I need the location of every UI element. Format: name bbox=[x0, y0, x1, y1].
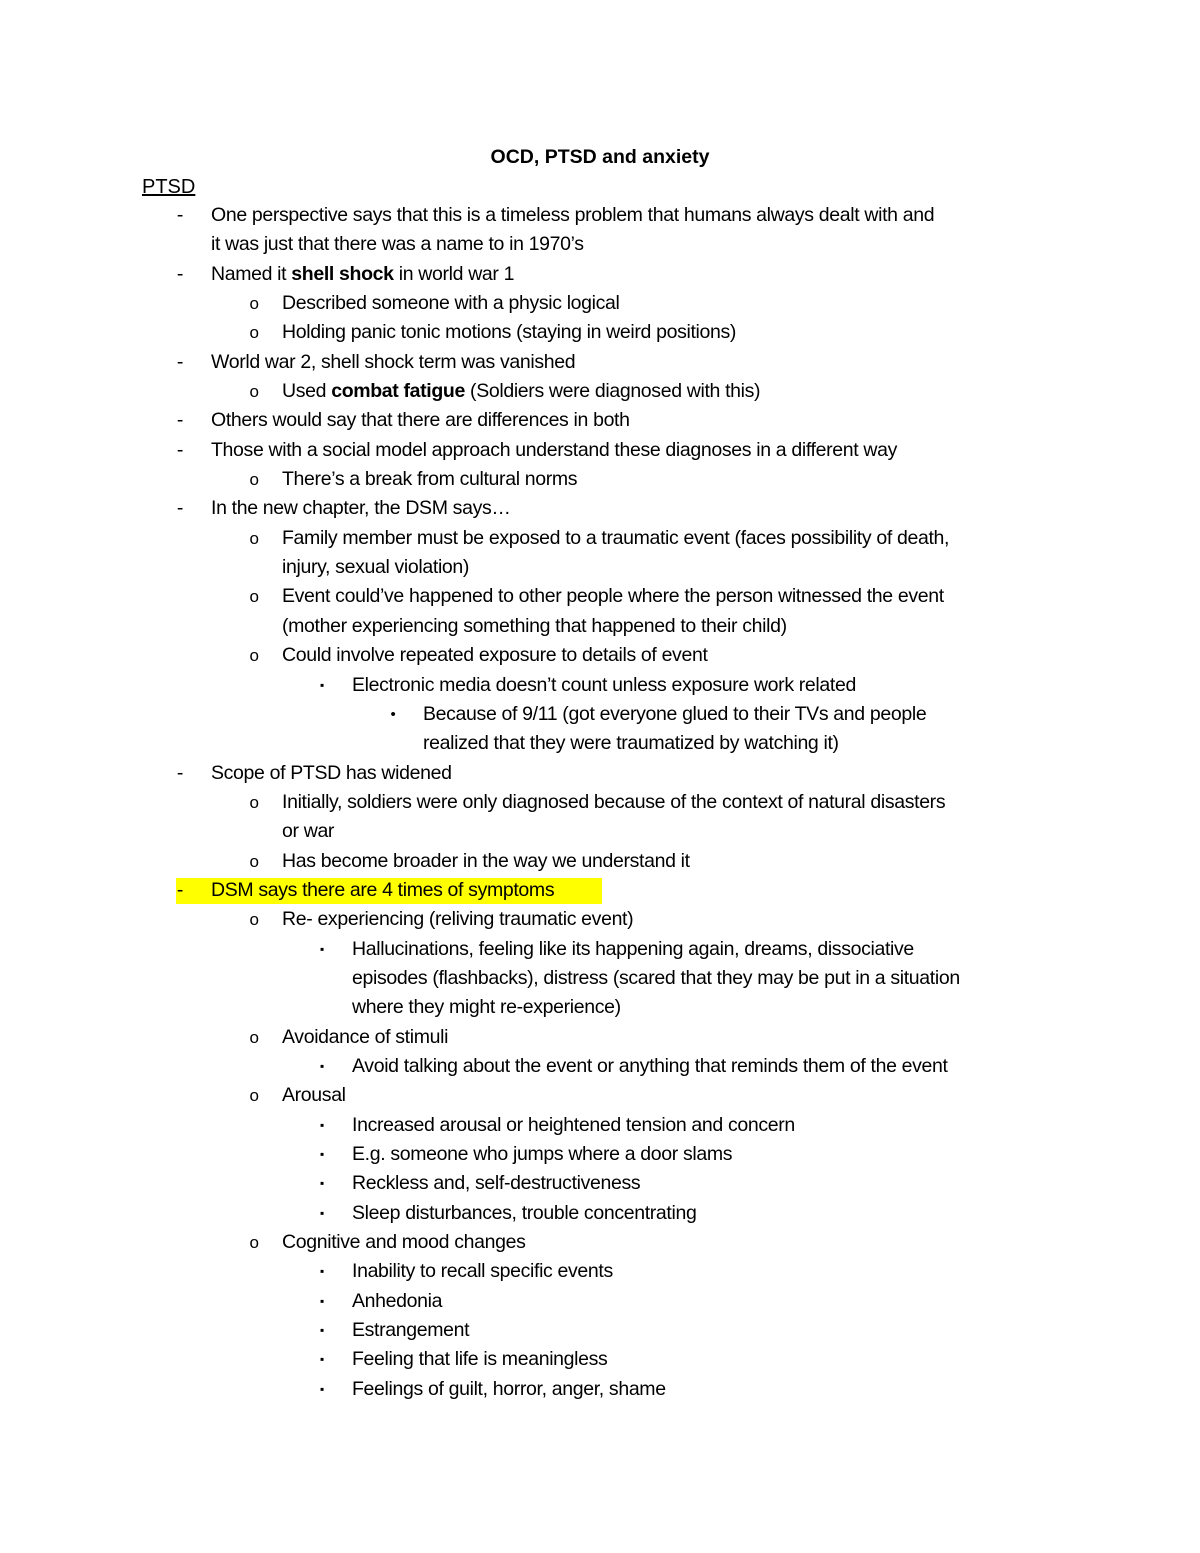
list-item bbox=[0, 1375, 1200, 1404]
list-item-text: Event could’ve happened to other people where the person witnessed the event bbox=[282, 585, 944, 608]
dash-bullet-icon: - bbox=[176, 438, 184, 461]
list-item bbox=[0, 700, 1200, 729]
text-run: in world war 1 bbox=[393, 262, 515, 285]
list-item bbox=[0, 905, 1200, 934]
list-item-text: DSM says there are 4 times of symptoms bbox=[211, 878, 555, 901]
square-bullet-icon: ▪ bbox=[320, 1117, 324, 1132]
list-item-text: Avoidance of stimuli bbox=[282, 1025, 449, 1048]
list-item-continuation bbox=[0, 729, 1200, 758]
circle-bullet-icon: o bbox=[249, 587, 259, 607]
list-item bbox=[0, 1199, 1200, 1228]
list-item-text: Sleep disturbances, trouble concentrating bbox=[352, 1201, 697, 1224]
list-item-text: Reckless and, self-destructiveness bbox=[352, 1172, 641, 1195]
circle-bullet-icon: o bbox=[249, 382, 259, 402]
square-bullet-icon: ▪ bbox=[320, 1147, 324, 1161]
circle-bullet-icon: o bbox=[249, 910, 259, 930]
list-item-text: Feeling that life is meaningless bbox=[352, 1348, 608, 1371]
circle-bullet-icon: o bbox=[249, 646, 259, 666]
list-item bbox=[0, 524, 1200, 553]
list-item-text: Has become broader in the way we understand it bbox=[282, 849, 690, 872]
list-item bbox=[0, 1287, 1200, 1316]
circle-bullet-icon: o bbox=[249, 851, 259, 871]
list-item-text: E.g. someone who jumps where a door slams bbox=[352, 1143, 733, 1165]
list-item-text bbox=[211, 260, 514, 289]
list-item-text: Electronic media doesn’t count unless exposure work related bbox=[352, 673, 856, 696]
square-bullet-icon: ▪ bbox=[320, 1264, 324, 1279]
list-item-text: Cognitive and mood changes bbox=[282, 1231, 526, 1254]
list-item bbox=[0, 318, 1200, 347]
list-item-text: Inability to recall specific events bbox=[352, 1260, 613, 1283]
dot-bullet-icon: • bbox=[390, 705, 396, 723]
list-item bbox=[0, 348, 1200, 377]
square-bullet-icon: ▪ bbox=[320, 1352, 324, 1367]
list-item-text: World war 2, shell shock term was vanished bbox=[211, 350, 576, 373]
list-item bbox=[0, 465, 1200, 494]
highlighted-list-item bbox=[0, 876, 1200, 905]
list-item bbox=[0, 436, 1200, 465]
circle-bullet-icon: o bbox=[249, 470, 259, 490]
circle-bullet-icon: o bbox=[249, 1086, 259, 1106]
list-item-text: Estrangement bbox=[352, 1319, 470, 1342]
list-item-text: injury, sexual violation) bbox=[282, 556, 470, 579]
circle-bullet-icon: o bbox=[249, 1027, 259, 1047]
list-item bbox=[0, 847, 1200, 876]
list-item bbox=[0, 1316, 1200, 1345]
list-item bbox=[0, 788, 1200, 817]
list-item-continuation bbox=[0, 612, 1200, 641]
list-item bbox=[0, 289, 1200, 318]
list-item-continuation bbox=[0, 230, 1200, 259]
square-bullet-icon: ▪ bbox=[320, 1381, 324, 1396]
list-item bbox=[0, 406, 1200, 435]
dash-bullet-icon: - bbox=[176, 350, 184, 373]
dash-bullet-icon: - bbox=[176, 878, 184, 901]
list-item-text: Scope of PTSD has widened bbox=[211, 761, 452, 784]
list-item-text: or war bbox=[282, 820, 335, 843]
list-item-text: Increased arousal or heightened tension and concern bbox=[352, 1113, 795, 1136]
list-item-text: Feelings of guilt, horror, anger, shame bbox=[352, 1377, 666, 1400]
list-item bbox=[0, 1081, 1200, 1110]
circle-bullet-icon: o bbox=[249, 323, 259, 343]
list-item bbox=[0, 641, 1200, 670]
list-item bbox=[0, 201, 1200, 230]
list-item bbox=[0, 935, 1200, 964]
list-item-text bbox=[282, 377, 760, 406]
list-item-text: Described someone with a physic logical bbox=[282, 292, 620, 315]
list-item-text: it was just that there was a name to in 1970’s bbox=[211, 233, 584, 256]
dash-bullet-icon: - bbox=[176, 409, 184, 432]
list-item-text: There’s a break from cultural norms bbox=[282, 468, 578, 491]
list-item bbox=[0, 1052, 1200, 1081]
document-title: OCD, PTSD and anxiety bbox=[490, 146, 710, 168]
list-item-text: Holding panic tonic motions (staying in weird positions) bbox=[282, 321, 737, 344]
circle-bullet-icon: o bbox=[249, 528, 259, 548]
list-item bbox=[0, 759, 1200, 788]
list-item bbox=[0, 1111, 1200, 1140]
square-bullet-icon: ▪ bbox=[320, 1176, 324, 1191]
notes-outline bbox=[0, 201, 1200, 1404]
dash-bullet-icon: - bbox=[176, 204, 184, 226]
list-item-text: Initially, soldiers were only diagnosed because of the context of natural disasters bbox=[282, 790, 946, 813]
list-item-text: Anhedonia bbox=[352, 1289, 443, 1312]
list-item-text: Others would say that there are differences in both bbox=[211, 409, 630, 432]
dash-bullet-icon: - bbox=[176, 262, 184, 285]
list-item-continuation bbox=[0, 817, 1200, 846]
circle-bullet-icon: o bbox=[249, 792, 259, 812]
text-run: Used bbox=[282, 380, 332, 403]
square-bullet-icon: ▪ bbox=[320, 941, 324, 956]
list-item bbox=[0, 494, 1200, 523]
list-item bbox=[0, 582, 1200, 611]
list-item-continuation bbox=[0, 993, 1200, 1022]
list-item-text: Family member must be exposed to a traumatic event (faces possibility of death, bbox=[282, 526, 950, 549]
square-bullet-icon: ▪ bbox=[320, 1058, 324, 1073]
list-item-continuation bbox=[0, 964, 1200, 993]
text-run: Named it bbox=[211, 262, 292, 285]
list-item bbox=[0, 260, 1200, 289]
list-item bbox=[0, 1345, 1200, 1374]
list-item-text: Avoid talking about the event or anything that reminds them of the event bbox=[352, 1054, 948, 1077]
bold-term-combat-fatigue: combat fatigue bbox=[331, 380, 465, 403]
dash-bullet-icon: - bbox=[176, 761, 184, 784]
list-item-text: realized that they were traumatized by watching it) bbox=[423, 732, 839, 755]
square-bullet-icon: ▪ bbox=[320, 677, 324, 692]
list-item bbox=[0, 1257, 1200, 1286]
list-item-text: One perspective says that this is a timeless problem that humans always dealt with and bbox=[211, 204, 935, 226]
list-item bbox=[0, 1169, 1200, 1198]
list-item bbox=[0, 377, 1200, 406]
list-item-text: where they might re-experience) bbox=[352, 996, 621, 1019]
list-item bbox=[0, 671, 1200, 700]
section-heading-ptsd: PTSD bbox=[142, 176, 196, 198]
list-item bbox=[0, 1023, 1200, 1052]
list-item-text: Because of 9/11 (got everyone glued to their TVs and people bbox=[423, 702, 927, 725]
list-item-text: Those with a social model approach understand these diagnoses in a different way bbox=[211, 438, 897, 461]
list-item-text: (mother experiencing something that happened to their child) bbox=[282, 614, 787, 637]
square-bullet-icon: ▪ bbox=[320, 1293, 324, 1308]
square-bullet-icon: ▪ bbox=[320, 1205, 324, 1220]
circle-bullet-icon: o bbox=[249, 294, 259, 314]
list-item-text: Arousal bbox=[282, 1084, 346, 1107]
list-item bbox=[0, 1140, 1200, 1169]
square-bullet-icon: ▪ bbox=[320, 1323, 324, 1338]
list-item-text: Hallucinations, feeling like its happening again, dreams, dissociative bbox=[352, 937, 914, 960]
dash-bullet-icon: - bbox=[176, 497, 184, 520]
circle-bullet-icon: o bbox=[249, 1233, 259, 1253]
text-run: (Soldiers were diagnosed with this) bbox=[464, 380, 761, 403]
list-item-text: episodes (flashbacks), distress (scared that they may be put in a situation bbox=[352, 966, 960, 989]
list-item bbox=[0, 1228, 1200, 1257]
list-item-text: Could involve repeated exposure to details of event bbox=[282, 644, 708, 667]
list-item-text: Re- experiencing (reliving traumatic event) bbox=[282, 908, 634, 931]
list-item-text: In the new chapter, the DSM says… bbox=[211, 497, 511, 520]
list-item-continuation bbox=[0, 553, 1200, 582]
bold-term-shell-shock: shell shock bbox=[291, 262, 394, 285]
